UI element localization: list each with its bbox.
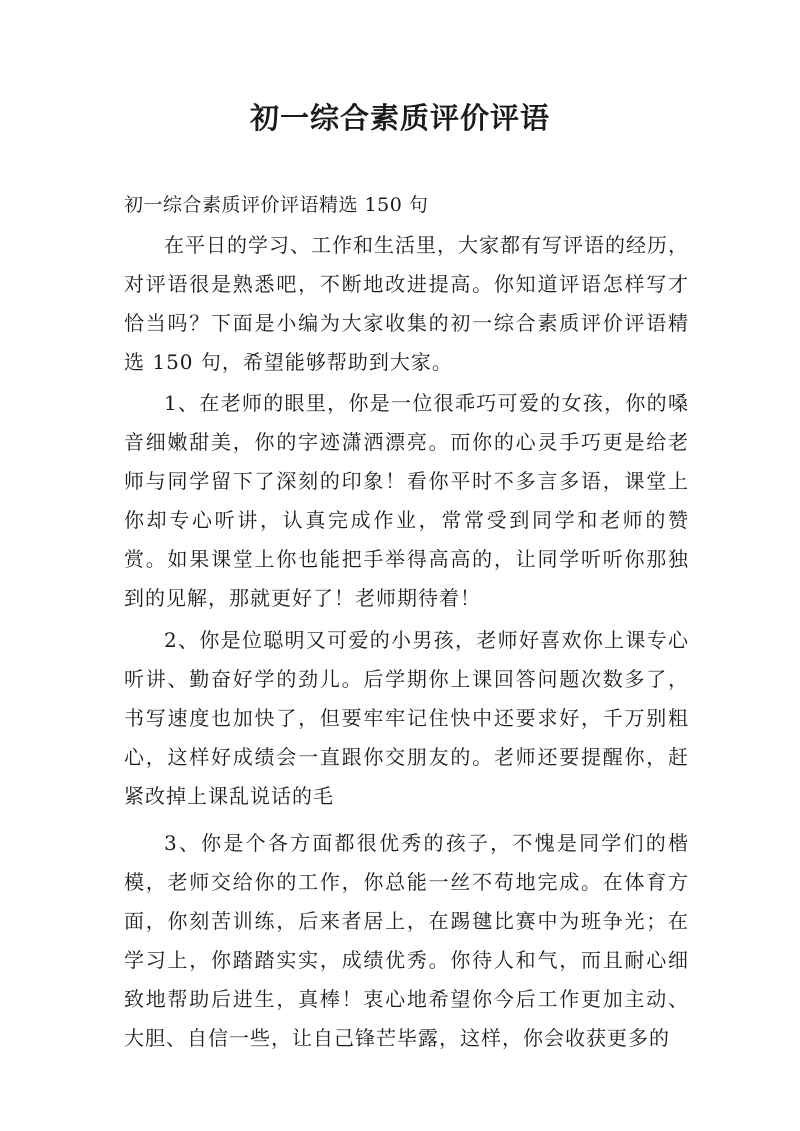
comment-paragraph-1: 1、在老师的眼里，你是一位很乖巧可爱的女孩，你的嗓音细嫩甜美，你的字迹潇洒漂亮。而你的心灵手巧更是给老师与同学留下了深刻的印象！看你平时不多言多语，课堂上你却专心听讲，认真完成作业，常常受到同学和老师的赞赏。如果课堂上你也能把手举得高高的，让同学听听你那独到的见解，那就更好了！老师期待着！ — [124, 391, 689, 610]
document-body — [124, 188, 689, 1058]
comment-paragraph-3: 3、你是个各方面都很优秀的孩子，不愧是同学们的楷模，老师交给你的工作，你总能一丝不苟地完成。在体育方面，你刻苦训练，后来者居上，在踢毽比赛中为班争光；在学习上，你踏踏实实，成绩优秀。你待人和气，而且耐心细致地帮助后进生，真棒！衷心地希望你今后工作更加主动、大胆、自信一些，让自己锋芒毕露，这样，你会收获更多的 — [124, 831, 689, 1050]
document-title: 初一综合素质评价评语 — [249, 101, 550, 135]
comment-paragraph-2: 2、你是位聪明又可爱的小男孩，老师好喜欢你上课专心听讲、勤奋好学的劲儿。后学期你上课回答问题次数多了，书写速度也加快了，但要牢牢记住快中还要求好，千万别粗心，这样好成绩会一直跟你交朋友的。老师还要提醒你，赶紧改掉上课乱说话的毛 — [124, 628, 689, 808]
document-subtitle: 初一综合素质评价评语精选 150 句 — [124, 194, 429, 216]
intro-paragraph: 在平日的学习、工作和生活里，大家都有写评语的经历，对评语很是熟悉吧，不断地改进提高。你知道评语怎样写才恰当吗？下面是小编为大家收集的初一综合素质评价评语精选 150 句，希望能够帮助到大家。 — [124, 233, 689, 374]
